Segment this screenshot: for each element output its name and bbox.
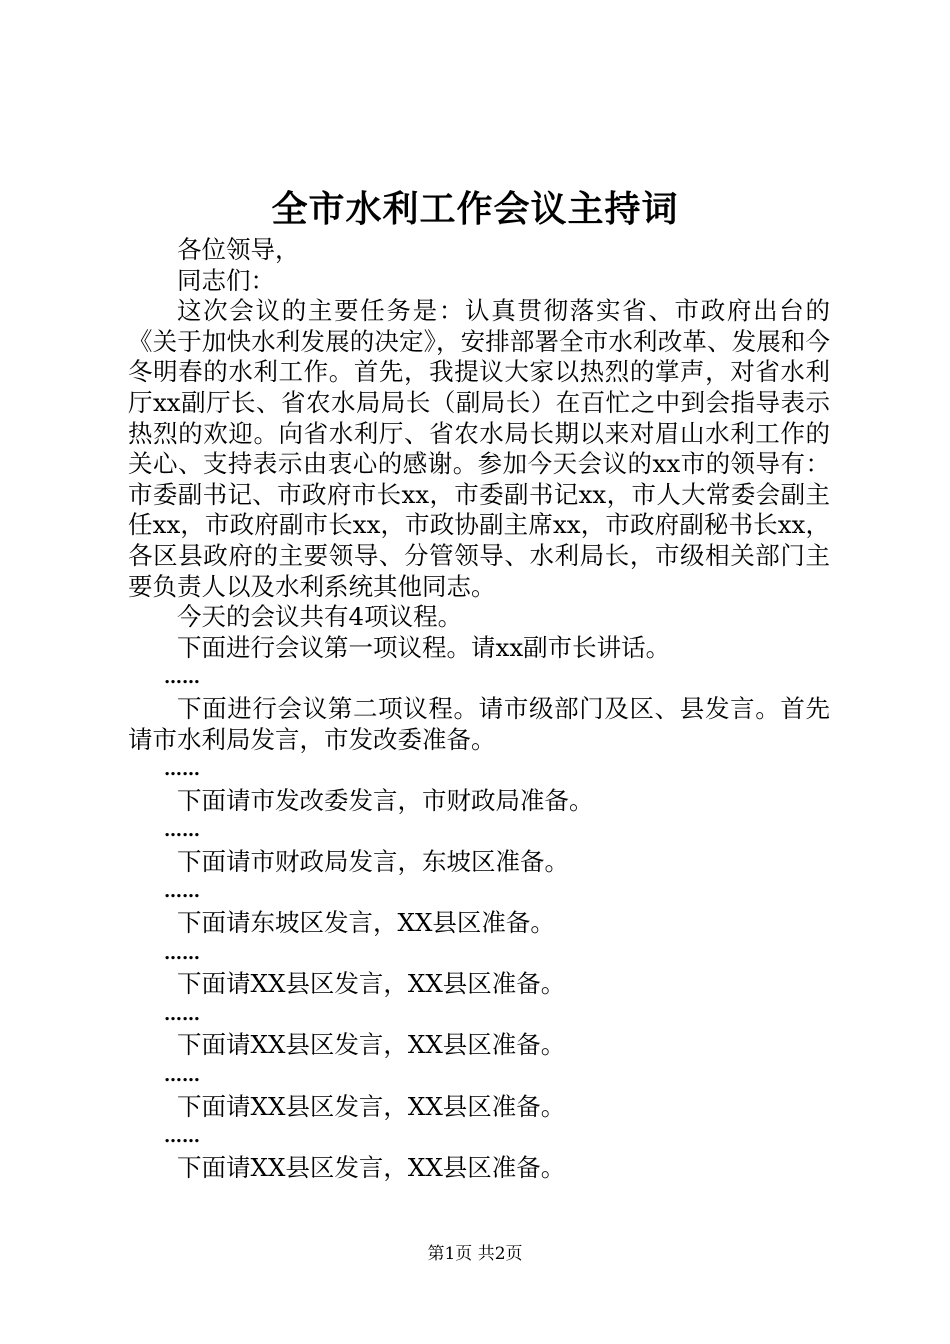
ellipsis-divider: …… <box>164 759 200 781</box>
salutation-leaders: 各位领导， <box>177 235 300 264</box>
paragraph-speaker: 下面请XX县区发言，XX县区准备。 <box>177 969 566 999</box>
ellipsis-divider: …… <box>164 1126 200 1148</box>
ellipsis-divider: …… <box>164 881 200 903</box>
page-footer: 第1页 共2页 <box>427 1244 523 1264</box>
ellipsis-divider: …… <box>164 667 200 689</box>
document-body <box>128 235 830 1183</box>
paragraph-speaker: 下面请XX县区发言，XX县区准备。 <box>177 1091 566 1121</box>
document-title: 全市水利工作会议主持词 <box>271 188 679 230</box>
paragraph-speaker: 下面请XX县区发言，XX县区准备。 <box>177 1030 566 1060</box>
ellipsis-divider: …… <box>164 1003 200 1025</box>
paragraph-main-task: 这次会议的主要任务是：认真贯彻落实省、市政府出台的《关于加快水利发展的决定》，安排部署全市水利改革、发展和今冬明春的水利工作。首先，我提议大家以热烈的掌声，对省水利厅xx副厅长、省农水局局长（副局长）在百忙之中到会指导表示热烈的欢迎。向省水利厅、省农水局长期以来对眉山水利工作的关心、支持表示由衷心的感谢。参加今天会议的xx市的领导有：市委副书记、市政府市长xx，市委副书记xx，市人大常委会副主任xx，市政府副市长xx，市政协副主席xx，市政府副秘书长xx，各区县政府的主要领导、分管领导、水利局长，市级相关部门主要负责人以及水利系统其他同志。 <box>128 296 830 601</box>
ellipsis-divider: …… <box>164 820 200 842</box>
ellipsis-divider: …… <box>164 1065 200 1087</box>
paragraph-speaker: 下面请东坡区发言，XX县区准备。 <box>177 908 555 938</box>
ellipsis-divider: …… <box>164 942 200 964</box>
paragraph-speaker: 下面请XX县区发言，XX县区准备。 <box>177 1152 566 1182</box>
paragraph-speaker: 下面请市发改委发言，市财政局准备。 <box>177 785 594 815</box>
salutation-comrades: 同志们： <box>177 265 275 295</box>
paragraph-agenda-count: 今天的会议共有4项议程。 <box>177 602 463 632</box>
paragraph-speaker: 下面请市财政局发言，东坡区准备。 <box>177 846 569 876</box>
paragraph-agenda-item-1: 下面进行会议第一项议程。请xx副市长讲话。 <box>177 632 671 662</box>
paragraph-agenda-item-2: 下面进行会议第二项议程。请市级部门及区、县发言。首先请市水利局发言，市发改委准备。 <box>128 693 830 754</box>
